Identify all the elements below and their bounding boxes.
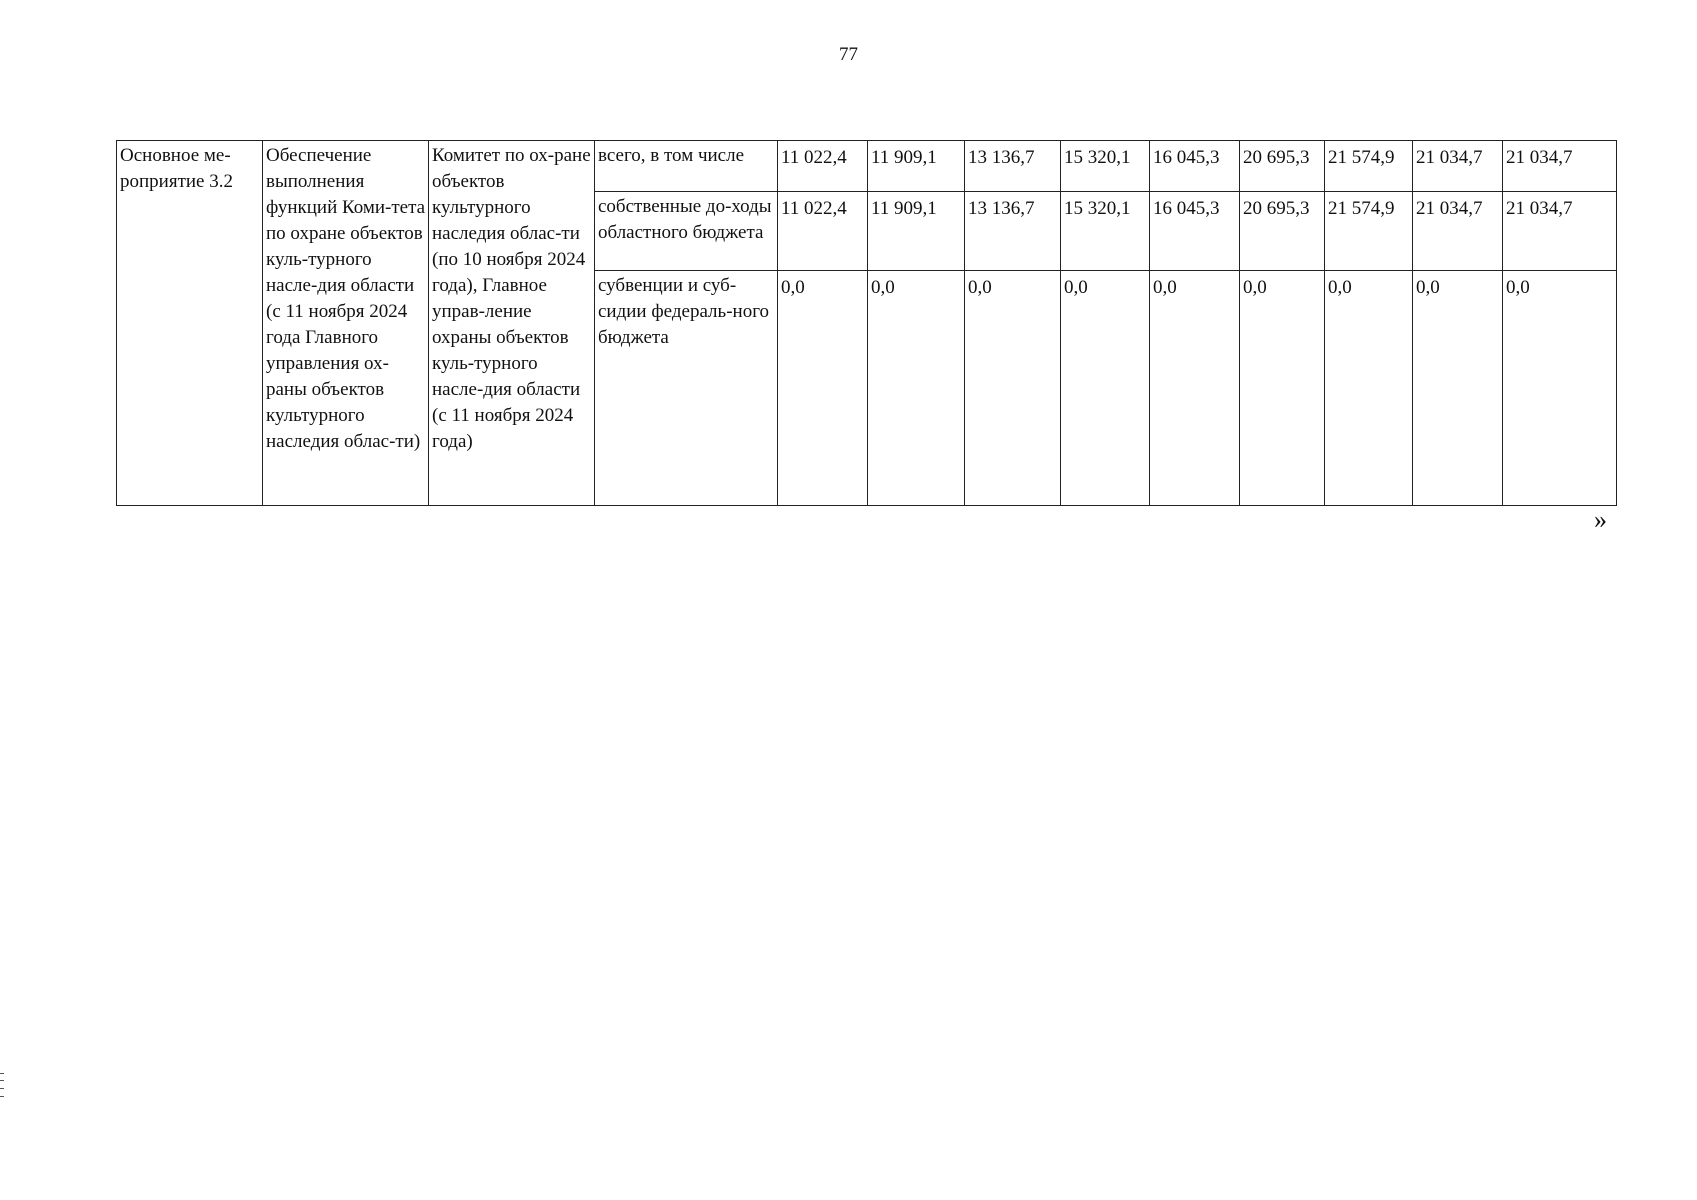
value-cell: 0,0 <box>1413 271 1503 506</box>
scan-mark <box>0 1096 4 1097</box>
value-cell: 21 034,7 <box>1413 141 1503 192</box>
value-cell: 0,0 <box>1240 271 1325 506</box>
scan-mark <box>0 1073 4 1074</box>
value-cell: 16 045,3 <box>1150 141 1240 192</box>
scan-mark <box>0 1088 4 1089</box>
value-cell: 11 022,4 <box>778 192 868 271</box>
scan-mark <box>0 1080 4 1081</box>
value-cell: 13 136,7 <box>965 141 1061 192</box>
funding-source-cell: собственные до-ходы областного бюджета <box>595 192 778 271</box>
page-number: 77 <box>839 44 858 65</box>
description-cell: Обеспечение выполнения функций Коми-тета по охране объектов куль-турного насле-дия области (с 11 ноября 2024 года Главного управления ох-раны объектов культурного наследия облас-ти) <box>263 141 429 506</box>
value-cell: 0,0 <box>1325 271 1413 506</box>
value-cell: 13 136,7 <box>965 192 1061 271</box>
value-cell: 0,0 <box>1503 271 1617 506</box>
value-cell: 21 034,7 <box>1413 192 1503 271</box>
value-cell: 21 574,9 <box>1325 141 1413 192</box>
funding-source-cell: субвенции и суб-сидии федераль-ного бюджета <box>595 271 778 506</box>
value-cell: 21 574,9 <box>1325 192 1413 271</box>
value-cell: 0,0 <box>868 271 965 506</box>
budget-table <box>116 140 1617 506</box>
value-cell: 0,0 <box>965 271 1061 506</box>
value-cell: 0,0 <box>1150 271 1240 506</box>
value-cell: 15 320,1 <box>1061 192 1150 271</box>
value-cell: 21 034,7 <box>1503 141 1617 192</box>
funding-source-cell: всего, в том числе <box>595 141 778 192</box>
value-cell: 11 022,4 <box>778 141 868 192</box>
closing-quote: » <box>1594 505 1607 534</box>
value-cell: 20 695,3 <box>1240 192 1325 271</box>
value-cell: 11 909,1 <box>868 192 965 271</box>
value-cell: 15 320,1 <box>1061 141 1150 192</box>
value-cell: 21 034,7 <box>1503 192 1617 271</box>
value-cell: 11 909,1 <box>868 141 965 192</box>
activity-cell: Основное ме-роприятие 3.2 <box>117 141 263 506</box>
value-cell: 0,0 <box>778 271 868 506</box>
value-cell: 16 045,3 <box>1150 192 1240 271</box>
value-cell: 20 695,3 <box>1240 141 1325 192</box>
table-row <box>117 141 1617 192</box>
value-cell: 0,0 <box>1061 271 1150 506</box>
executor-cell: Комитет по ох-ране объектов культурного наследия облас-ти (по 10 ноября 2024 года), Главное управ-ление охраны объектов куль-турного насле-дия области (с 11 ноября 2024 года) <box>429 141 595 506</box>
